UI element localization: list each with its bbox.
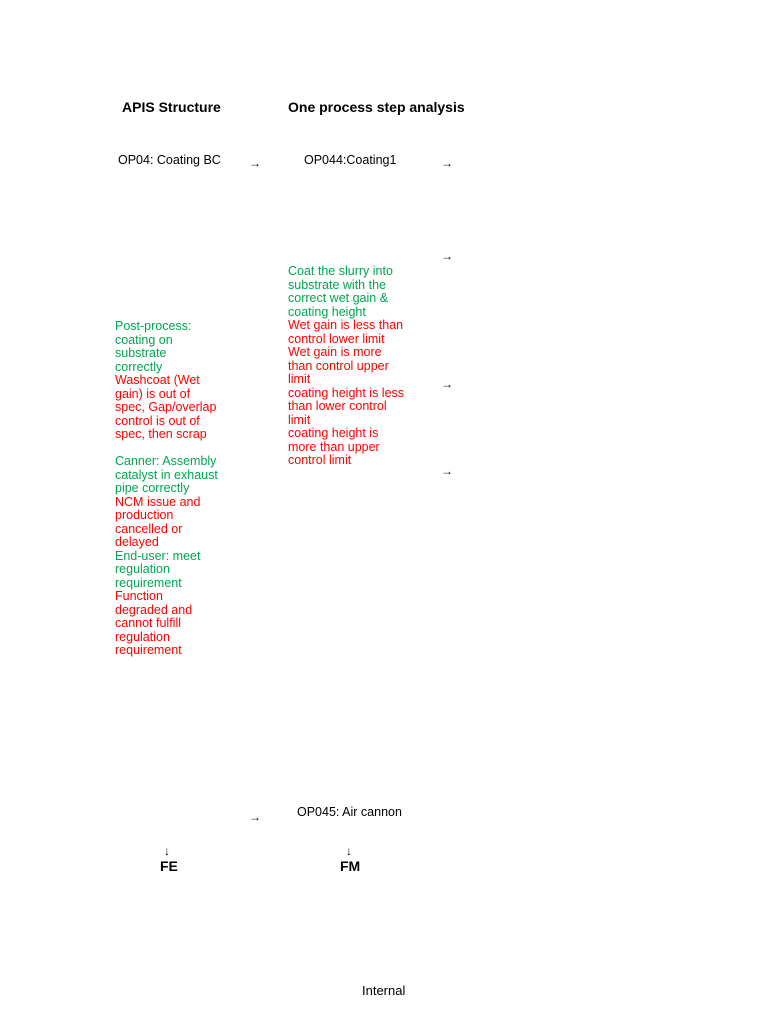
text-line: substrate (115, 346, 167, 360)
right-arrow-icon: → (441, 377, 453, 391)
text-line: requirement (115, 643, 182, 657)
text-line: than lower control (288, 399, 387, 413)
text-line: spec, Gap/overlap (115, 400, 217, 414)
text-line: coating on (115, 332, 173, 347)
fm-label: FM (340, 858, 361, 874)
op04-label: OP04: Coating BC (118, 153, 221, 167)
text-line: coating height is (288, 426, 379, 440)
text-line: control limit (288, 453, 352, 467)
text-line: cancelled or (115, 521, 183, 536)
text-line: coating height is less (288, 385, 405, 400)
down-arrow-icon: ↓ (346, 844, 352, 858)
right-arrow-icon: → (249, 810, 261, 824)
text-line: cannot fulfill (115, 616, 182, 630)
text-line: production (115, 508, 174, 522)
text-line: catalyst in exhaust (115, 467, 218, 482)
text-line: Canner: Assembly (115, 454, 217, 468)
text-line: more than upper (288, 439, 380, 454)
text-line: Coat the slurry into (288, 264, 393, 278)
text-line: control lower limit (288, 331, 385, 346)
apis-structure-heading: APIS Structure (122, 99, 221, 115)
classification-footer: Internal (362, 983, 406, 998)
text-line: coating height (288, 304, 366, 319)
text-line: requirement (115, 575, 182, 590)
text-line: delayed (115, 535, 159, 549)
text-line: limit (288, 372, 311, 386)
text-line: limit (288, 412, 311, 427)
text-line: pipe correctly (115, 481, 190, 495)
text-line: Washcoat (Wet (115, 373, 200, 387)
text-line: Wet gain is more (288, 345, 382, 359)
text-line: End-user: meet (115, 548, 201, 563)
text-line: substrate with the (288, 277, 386, 292)
text-line: Wet gain is less than (288, 318, 404, 332)
right-arrow-icon: → (441, 156, 453, 170)
blank-line (115, 442, 240, 456)
text-line: correct wet gain & (288, 291, 389, 305)
fe-label: FE (160, 858, 178, 874)
down-arrow-icon: ↓ (164, 844, 170, 858)
op045-label: OP045: Air cannon (297, 805, 402, 819)
text-line: regulation (115, 562, 170, 576)
text-line: regulation (115, 629, 170, 644)
text-line: degraded and (115, 602, 193, 617)
right-arrow-icon: → (441, 464, 453, 478)
process-step-heading: One process step analysis (288, 99, 465, 115)
text-line: gain) is out of (115, 386, 191, 401)
text-line: than control upper (288, 358, 389, 373)
text-line: NCM issue and (115, 494, 201, 509)
right-arrow-icon: → (249, 156, 261, 170)
failure-effects-block (115, 320, 240, 658)
right-arrow-icon: → (441, 249, 453, 263)
text-line: spec, then scrap (115, 427, 207, 441)
text-line: Function (115, 589, 163, 603)
text-line: Post-process: (115, 319, 192, 333)
text-line: correctly (115, 359, 163, 374)
text-line: control is out of (115, 413, 200, 428)
op044-label: OP044:Coating1 (304, 153, 397, 167)
failure-modes-block (288, 265, 438, 468)
